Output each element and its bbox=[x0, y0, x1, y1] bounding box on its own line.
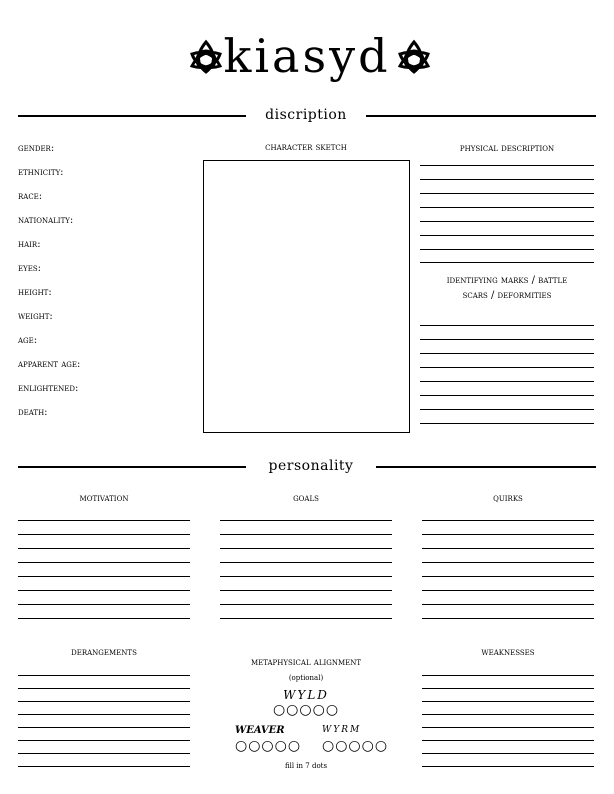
wyrm-label: WYRM bbox=[322, 725, 362, 735]
field-ethnicity: ethnicity: bbox=[18, 167, 64, 178]
field-height: height: bbox=[18, 287, 52, 298]
metaphysical-alignment-label: metaphysical alignment bbox=[250, 657, 362, 668]
writing-line[interactable] bbox=[220, 576, 392, 577]
writing-line[interactable] bbox=[420, 381, 594, 382]
writing-line[interactable] bbox=[420, 207, 594, 208]
writing-line[interactable] bbox=[422, 753, 594, 754]
sketch-label: character sketch bbox=[265, 142, 347, 153]
writing-line[interactable] bbox=[422, 714, 594, 715]
field-death: death: bbox=[18, 407, 48, 418]
wyrm-dots[interactable]: ○○○○○ bbox=[322, 738, 389, 754]
writing-line[interactable] bbox=[420, 409, 594, 410]
writing-line[interactable] bbox=[422, 562, 594, 563]
field-gender: gender: bbox=[18, 143, 55, 154]
writing-line[interactable] bbox=[18, 618, 190, 619]
writing-line[interactable] bbox=[420, 193, 594, 194]
field-nationality: nationality: bbox=[18, 215, 74, 226]
writing-line[interactable] bbox=[420, 353, 594, 354]
writing-line[interactable] bbox=[420, 339, 594, 340]
physical-description-label: physical description bbox=[459, 143, 555, 154]
writing-line[interactable] bbox=[220, 548, 392, 549]
section-divider-right bbox=[366, 115, 596, 117]
section-divider-left bbox=[18, 466, 246, 468]
writing-line[interactable] bbox=[18, 576, 190, 577]
writing-line[interactable] bbox=[220, 618, 392, 619]
section-divider-left bbox=[18, 115, 246, 117]
field-age: age: bbox=[18, 335, 38, 346]
writing-line[interactable] bbox=[422, 590, 594, 591]
writing-line[interactable] bbox=[18, 766, 190, 767]
writing-line[interactable] bbox=[422, 688, 594, 689]
writing-line[interactable] bbox=[220, 534, 392, 535]
derangements-label: derangements bbox=[71, 647, 137, 658]
writing-line[interactable] bbox=[18, 548, 190, 549]
page-title: kiasyd bbox=[223, 29, 391, 83]
field-race: race: bbox=[18, 191, 43, 202]
writing-line[interactable] bbox=[422, 534, 594, 535]
writing-line[interactable] bbox=[18, 562, 190, 563]
writing-line[interactable] bbox=[422, 740, 594, 741]
writing-line[interactable] bbox=[18, 590, 190, 591]
writing-line[interactable] bbox=[422, 701, 594, 702]
writing-line[interactable] bbox=[420, 395, 594, 396]
writing-line[interactable] bbox=[18, 688, 190, 689]
writing-line[interactable] bbox=[420, 367, 594, 368]
writing-line[interactable] bbox=[18, 520, 190, 521]
section-divider-right bbox=[366, 466, 596, 468]
writing-line[interactable] bbox=[420, 262, 594, 263]
writing-line[interactable] bbox=[220, 590, 392, 591]
field-enlightened: enlightened: bbox=[18, 383, 79, 394]
writing-line[interactable] bbox=[420, 165, 594, 166]
writing-line[interactable] bbox=[420, 423, 594, 424]
motivation-label: motivation bbox=[79, 493, 129, 504]
character-sketch-box[interactable] bbox=[203, 160, 410, 433]
field-hair: hair: bbox=[18, 239, 41, 250]
identifying-marks-label-2: scars / deformities bbox=[462, 290, 552, 301]
field-weight: weight: bbox=[18, 311, 53, 322]
writing-line[interactable] bbox=[420, 249, 594, 250]
weaver-dots[interactable]: ○○○○○ bbox=[235, 738, 302, 754]
goals-label: goals bbox=[293, 493, 319, 504]
description-heading: discription bbox=[246, 107, 366, 123]
weaver-label: WEAVER bbox=[235, 725, 285, 736]
writing-line[interactable] bbox=[422, 548, 594, 549]
quirks-label: quirks bbox=[493, 493, 523, 504]
writing-line[interactable] bbox=[422, 520, 594, 521]
writing-line[interactable] bbox=[422, 727, 594, 728]
writing-line[interactable] bbox=[18, 714, 190, 715]
writing-line[interactable] bbox=[220, 604, 392, 605]
writing-line[interactable] bbox=[18, 701, 190, 702]
identifying-marks-label-1: identifying marks / battle bbox=[446, 275, 568, 286]
fill-note: fill in 7 dots bbox=[284, 762, 328, 770]
writing-line[interactable] bbox=[18, 753, 190, 754]
writing-line[interactable] bbox=[18, 727, 190, 728]
writing-line[interactable] bbox=[18, 675, 190, 676]
wyld-label: WYLD bbox=[283, 688, 329, 702]
writing-line[interactable] bbox=[220, 520, 392, 521]
optional-note: (optional) bbox=[288, 674, 324, 682]
personality-heading: personality bbox=[246, 458, 376, 474]
weaknesses-label: weaknesses bbox=[481, 647, 535, 658]
writing-line[interactable] bbox=[220, 562, 392, 563]
writing-line[interactable] bbox=[422, 618, 594, 619]
writing-line[interactable] bbox=[18, 740, 190, 741]
wyld-dots[interactable]: ○○○○○ bbox=[272, 702, 340, 718]
writing-line[interactable] bbox=[18, 534, 190, 535]
writing-line[interactable] bbox=[18, 604, 190, 605]
writing-line[interactable] bbox=[420, 235, 594, 236]
writing-line[interactable] bbox=[422, 604, 594, 605]
field-eyes: eyes: bbox=[18, 263, 42, 274]
writing-line[interactable] bbox=[422, 576, 594, 577]
writing-line[interactable] bbox=[420, 325, 594, 326]
field-apparent-age: apparent age: bbox=[18, 359, 81, 370]
writing-line[interactable] bbox=[422, 675, 594, 676]
writing-line[interactable] bbox=[422, 766, 594, 767]
writing-line[interactable] bbox=[420, 221, 594, 222]
writing-line[interactable] bbox=[420, 179, 594, 180]
